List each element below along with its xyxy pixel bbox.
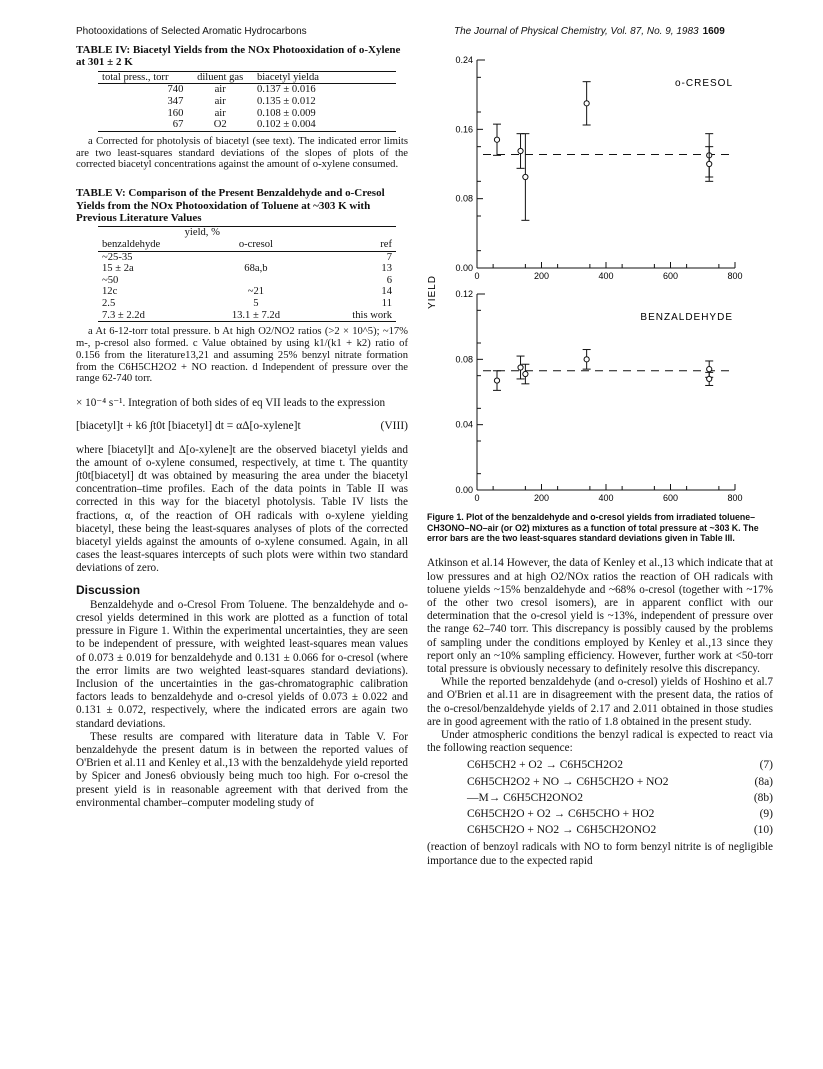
- x-tick-label: 400: [598, 271, 614, 281]
- data-point: [517, 134, 525, 169]
- table-cell: ~50: [102, 274, 119, 286]
- reaction-equation: [467, 759, 773, 772]
- body-paragraph: Under atmospheric conditions the benzyl radical is expected to react via the following reaction sequence:: [427, 729, 773, 755]
- point-marker: [707, 376, 712, 381]
- equation-number: (VIII): [380, 420, 408, 433]
- body-paragraph: where [biacetyl]t and Δ[o-xylene]t are the observed biacetyl yields and the amount of o-xylene consumed, respectively, at time t. The quantity ∫t0t[biacetyl] dt was obtained by measuring the area under the biacetyl concentration–time profiles. Each of the data points in Table II was corrected in this way for the biacetyl photolysis. Table IV lists the fractions, α, of the reaction of OH radicals with o-xylene yielding biacetyl, these being the least-squares analyses of plots of the corrected biacetyl yields against the amounts of o-xylene consumed. Again, in all cases the least-squares intercepts of such plots were within two standard deviations of zero.: [76, 443, 408, 575]
- body-paragraph: × 10⁻⁴ s⁻¹. Integration of both sides of eq VII leads to the expression: [76, 397, 386, 410]
- data-point: [493, 124, 501, 155]
- point-marker: [584, 101, 589, 106]
- x-tick-label: 600: [662, 493, 679, 503]
- section-heading: Discussion: [76, 582, 141, 597]
- table-cell: 11: [381, 297, 392, 309]
- journal-header: The Journal of Physical Chemistry, Vol. 87, No. 9, 1983 1609: [454, 26, 725, 37]
- body-paragraph: These results are compared with literature data in Table V. For benzaldehyde the present datum is in between the reported values of O'Brien et al.11 and Kenley et al.,13 with the benzaldehyde yield reported by Spicer and Jones6 obviously being much too high. For o-cresol the present yield is in reasonable agreement with that derived from the environmental chamber–computer modeling study of: [76, 730, 408, 809]
- table-cell: 7.3 ± 2.2d: [102, 309, 145, 321]
- table-cell: 13: [381, 263, 392, 275]
- table-cell: this work: [352, 309, 392, 321]
- table-cell: [205, 275, 306, 287]
- table-row: [98, 108, 396, 120]
- point-marker: [707, 161, 712, 166]
- table4-header: total press., torr: [102, 71, 169, 83]
- table-cell: 0.135 ± 0.012: [256, 96, 316, 107]
- table4-header: biacetyl yielda: [256, 71, 319, 83]
- point-marker: [584, 357, 589, 362]
- data-point: [705, 147, 713, 182]
- reaction-text: C6H5CH2 + O2 → C6H5CH2O2: [467, 759, 623, 772]
- point-marker: [494, 378, 499, 383]
- table-cell: ~21: [247, 286, 265, 298]
- body-paragraph: (reaction of benzoyl radicals with NO to form benzyl nitrite is of negligible importance due to the expected rapid: [427, 841, 773, 867]
- x-tick-label: 200: [533, 271, 550, 281]
- plot-title: BENZALDEHYDE: [640, 312, 733, 323]
- table5-caption: TABLE V: Comparison of the Present Benzaldehyde and o-Cresol Yields from the NOx Photooxidation of Toluene at ~303 K with Previous Literature Values: [76, 187, 385, 224]
- reaction-number: (10): [753, 824, 773, 837]
- table-cell: 14: [381, 286, 392, 298]
- reaction-number: (9): [759, 808, 773, 821]
- table-row: [98, 251, 396, 263]
- table4-caption: TABLE IV: Biacetyl Yields from the NOx Photooxidation of o-Xylene at 301 ± 2 K: [76, 44, 401, 69]
- y-tick-label: 0.04: [455, 419, 473, 430]
- table5-footnote: a At 6-12-torr total pressure. b At high O2/NO2 ratios (>2 × 10^5); ~17% m-, p-cresol also formed. c Value obtained by using k1/(k1 + k2) ratio of 0.156 from the literature13,21 and assuming 25% benzyl nitrate formation from the C6H5CH2O2 + NO reaction. d Independent of pressure over the range 62-740 torr.: [76, 326, 408, 385]
- right-column: [427, 44, 773, 868]
- point-marker: [494, 137, 499, 142]
- figure-1: [427, 44, 773, 504]
- table-cell: 13.1 ± 7.2d: [231, 309, 281, 321]
- x-tick-label: 800: [727, 271, 743, 281]
- table-cell: 740: [167, 84, 184, 96]
- table-row: [98, 263, 396, 275]
- point-marker: [707, 367, 712, 372]
- figure-caption: Figure 1. Plot of the benzaldehyde and o-cresol yields from irradiated toluene–CH3ONO–NO–air (or O2) mixtures as a function of total pressure at ~303 K. The error bars are the two least-squares standard deviations given in Table III.: [427, 512, 759, 544]
- reaction-text: C6H5CH2O + O2 → C6H5CHO + HO2: [467, 808, 655, 821]
- running-header: Photooxidations of Selected Aromatic Hydrocarbons: [76, 26, 307, 37]
- table-row: [98, 96, 396, 108]
- y-axis-label: YIELD: [427, 275, 438, 309]
- point-marker: [518, 365, 523, 370]
- body-paragraph: Benzaldehyde and o-Cresol From Toluene. The benzaldehyde and o-cresol yields determined in this work are plotted as a function of total pressure in Figure 1. Within the experimental uncertainties, they are seen to be independent of pressure, with weighted least-squares mean values of 0.073 ± 0.019 for benzaldehyde and 0.131 ± 0.066 for o-cresol (where the error limits are two weighted least-squares standard deviations). Inclusion of the uncertainties in the gas-chromatographic calibration factors leads to benzaldehyde and o-cresol yields of 0.073 ± 0.022 and 0.131 ± 0.072, respectively, where the indicated errors are again two standard deviations.: [76, 598, 408, 730]
- reaction-number: (8a): [754, 775, 773, 788]
- table-cell: 347: [167, 96, 184, 107]
- y-tick-label: 0.16: [455, 124, 473, 135]
- equation-text: [biacetyl]t + k6 ∫t0t [biacetyl] dt = αΔ[o-xylene]t: [76, 420, 301, 433]
- left-column: [76, 44, 408, 810]
- y-tick-label: 0.00: [455, 485, 473, 495]
- table-row: [98, 310, 396, 322]
- y-tick-label: 0.08: [455, 193, 473, 204]
- data-point: [705, 372, 713, 385]
- y-tick-label: 0.12: [455, 289, 473, 299]
- data-point: [521, 134, 529, 221]
- table-cell: 0.108 ± 0.009: [256, 107, 316, 119]
- o-cresol-plot: [455, 55, 742, 281]
- table-cell: ~25-35: [102, 251, 133, 263]
- table-cell: 6: [386, 274, 392, 286]
- table-cell: 67: [172, 119, 184, 131]
- equation-viii: [76, 420, 408, 433]
- y-tick-label: 0.00: [455, 263, 473, 273]
- page-number: 1609: [702, 26, 725, 37]
- benzaldehyde-plot: [455, 289, 742, 503]
- x-tick-label: 0: [474, 493, 480, 503]
- table-cell: 5: [253, 297, 259, 309]
- table-cell: air: [214, 96, 226, 107]
- table-cell: 15 ± 2a: [102, 263, 134, 275]
- table-cell: 12c: [102, 286, 118, 298]
- table5-header: benzaldehyde: [102, 238, 161, 250]
- reaction-equation: [467, 776, 773, 789]
- table5-group-header: yield, %: [184, 227, 220, 239]
- plot-title: o-CRESOL: [674, 78, 733, 89]
- data-point: [583, 82, 591, 125]
- reaction-list: [467, 759, 773, 837]
- table-row: [98, 275, 396, 287]
- table-cell: O2: [213, 119, 227, 131]
- reaction-text: —M→ C6H5CH2ONO2: [467, 791, 583, 804]
- table5-header: o-cresol: [238, 238, 273, 250]
- table-row: [98, 286, 396, 298]
- table-cell: 160: [167, 107, 184, 119]
- point-marker: [518, 148, 523, 153]
- body-paragraph: Atkinson et al.14 However, the data of Kenley et al.,13 which indicate that at low pressures and at high O2/NOx ratios the reaction of OH radicals with toluene yields ~15% benzaldehyde and ~68% o-cresol (together with ~17% of the other two cresol isomers), are in apparent conflict with our determination that the o-cresol yield is ~13%, independent of pressure over the range 62–740 torr. This discrepancy is possibly caused by the problems of sampling under the conditions employed by Kenley et al.,13 since they report only an ~10% sampling efficiency. However, further work at <50-torr total pressure is obviously necessary to definitely resolve this discrepancy.: [427, 557, 773, 676]
- table-cell: 68a,b: [244, 263, 268, 275]
- data-point: [493, 371, 501, 391]
- table-cell: 0.102 ± 0.004: [256, 119, 316, 131]
- x-tick-label: 200: [533, 493, 550, 503]
- table-cell: 2.5: [102, 297, 116, 309]
- y-tick-label: 0.08: [455, 354, 473, 365]
- body-paragraph: While the reported benzaldehyde (and o-cresol) yields of Hoshino et al.7 and O'Brien et al.11 are in disagreement with the present data, the ratios of the o-cresol/benzaldehyde yields of 2.17 and 2.011 obtained in those studies are in good agreement with the ratio of 1.8 obtained in the present study.: [427, 676, 773, 728]
- y-tick-label: 0.24: [455, 55, 473, 65]
- reaction-number: (7): [759, 759, 773, 772]
- data-point: [583, 350, 591, 370]
- table4-footnote: a Corrected for photolysis of biacetyl (see text). The indicated error limits are two least-squares standard deviations of the slopes of plots of the corrected biacetyl concentrations against the amount of o-xylene consumed.: [76, 135, 408, 171]
- table-row: [98, 119, 396, 131]
- x-tick-label: 600: [662, 271, 679, 281]
- point-marker: [523, 174, 528, 179]
- reaction-text: C6H5CH2O + NO2 → C6H5CH2ONO2: [467, 824, 657, 837]
- x-tick-label: 400: [598, 493, 614, 503]
- table-cell: 7: [386, 251, 392, 263]
- reaction-number: (8b): [753, 791, 773, 804]
- table-cell: air: [214, 107, 226, 119]
- table-row: [98, 84, 396, 96]
- table5: [98, 226, 396, 322]
- table-cell: air: [214, 84, 226, 96]
- x-tick-label: 0: [474, 271, 480, 281]
- point-marker: [523, 371, 528, 376]
- reaction-equation: [467, 792, 773, 805]
- table5-header: ref: [380, 238, 392, 250]
- x-tick-label: 800: [727, 493, 743, 503]
- table-cell: [205, 251, 306, 263]
- reaction-equation: [467, 808, 773, 821]
- reaction-equation: [467, 824, 773, 837]
- table4-header: diluent gas: [197, 71, 244, 83]
- reaction-text: C6H5CH2O2 + NO → C6H5CH2O + NO2: [467, 775, 669, 788]
- table-cell: 0.137 ± 0.016: [256, 84, 316, 96]
- table4: [98, 71, 396, 132]
- table-row: [98, 298, 396, 310]
